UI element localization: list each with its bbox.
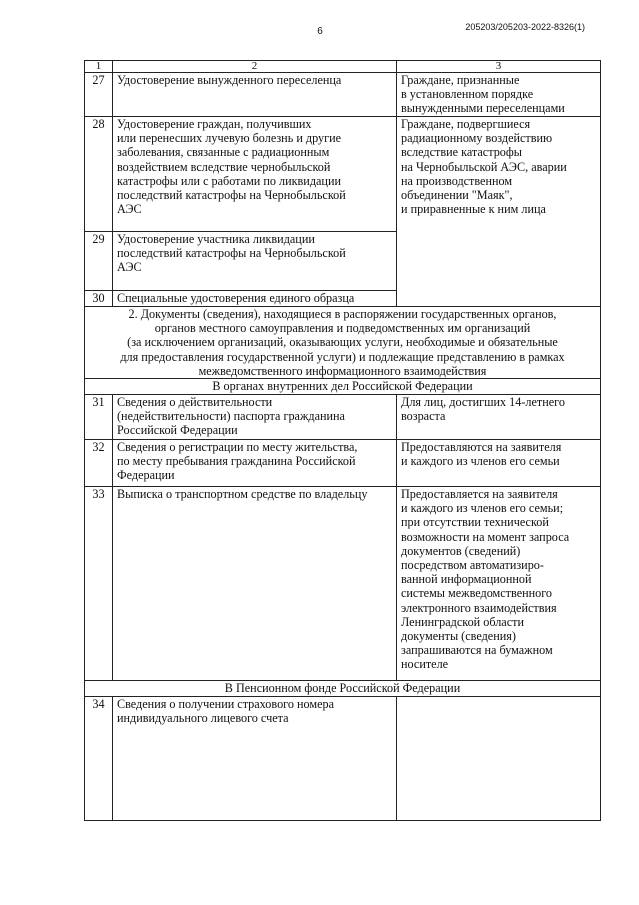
applicability-note: Граждане, признанные в установленном порядке вынужденными переселенцами <box>397 73 601 117</box>
document-name: Выписка о транспортном средстве по владельцу <box>113 487 397 681</box>
applicability-note: Граждане, подвергшиеся радиационному воздействию вследствие катастрофы на Чернобыльской АЭС, аварии на производственном объединении "Маяк", и приравненные к ним лица <box>397 117 601 307</box>
table-row <box>85 117 601 232</box>
column-header-1: 1 <box>85 61 113 73</box>
document-id: 205203/205203-2022-8326(1) <box>465 22 585 32</box>
document-name: Сведения о получении страхового номера индивидуального лицевого счета <box>113 697 397 821</box>
subsection-mvd-title: В органах внутренних дел Российской Федерации <box>85 379 601 395</box>
document-name: Удостоверение граждан, получивших или перенесших лучевую болезнь и другие заболевания, связанные с радиационным воздействием вследствие чернобыльской катастрофы или с работами по ликвидации последствий катастрофы на Чернобыльской АЭС <box>113 117 397 232</box>
column-header-3: 3 <box>397 61 601 73</box>
table-row <box>85 487 601 681</box>
applicability-note <box>397 697 601 821</box>
subsection-pfr-title: В Пенсионном фонде Российской Федерации <box>85 681 601 697</box>
row-number: 31 <box>85 395 113 440</box>
table-row <box>85 697 601 821</box>
row-number: 34 <box>85 697 113 821</box>
document-name: Удостоверение участника ликвидации последствий катастрофы на Чернобыльской АЭС <box>113 232 397 291</box>
row-number: 28 <box>85 117 113 232</box>
document-name: Сведения о действительности (недействительности) паспорта гражданина Российской Федерации <box>113 395 397 440</box>
applicability-note: Предоставляются на заявителя и каждого из членов его семьи <box>397 440 601 487</box>
row-number: 27 <box>85 73 113 117</box>
documents-table <box>84 60 601 821</box>
table-row <box>85 73 601 117</box>
document-name: Специальные удостоверения единого образца <box>113 291 397 307</box>
column-header-2: 2 <box>113 61 397 73</box>
row-number: 30 <box>85 291 113 307</box>
row-number: 33 <box>85 487 113 681</box>
subsection-row <box>85 681 601 697</box>
applicability-note: Для лиц, достигших 14-летнего возраста <box>397 395 601 440</box>
subsection-row <box>85 379 601 395</box>
table-header-row <box>85 61 601 73</box>
section-row <box>85 307 601 379</box>
document-name: Удостоверение вынужденного переселенца <box>113 73 397 117</box>
row-number: 29 <box>85 232 113 291</box>
applicability-note: Предоставляется на заявителя и каждого из членов его семьи; при отсутствии технической возможности на момент запроса документов (сведений) посредством автоматизиро- ванной информационной системы межведомственного электронного взаимодействия Ленинградской области документы (сведения) запрашиваются на бумажном носителе <box>397 487 601 681</box>
section-2-title: 2. Документы (сведения), находящиеся в распоряжении государственных органов, органов местного самоуправления и подведомственных им организаций (за исключением организаций, оказывающих услуги, необходимые и обязательные для предоставления государственной услуги) и подлежащие представлению в рамках межведомственного информационного взаимодействия <box>85 307 601 379</box>
document-name: Сведения о регистрации по месту жительства, по месту пребывания гражданина Российской Федерации <box>113 440 397 487</box>
page-number: 6 <box>317 26 323 37</box>
table-row <box>85 395 601 440</box>
table-row <box>85 440 601 487</box>
row-number: 32 <box>85 440 113 487</box>
